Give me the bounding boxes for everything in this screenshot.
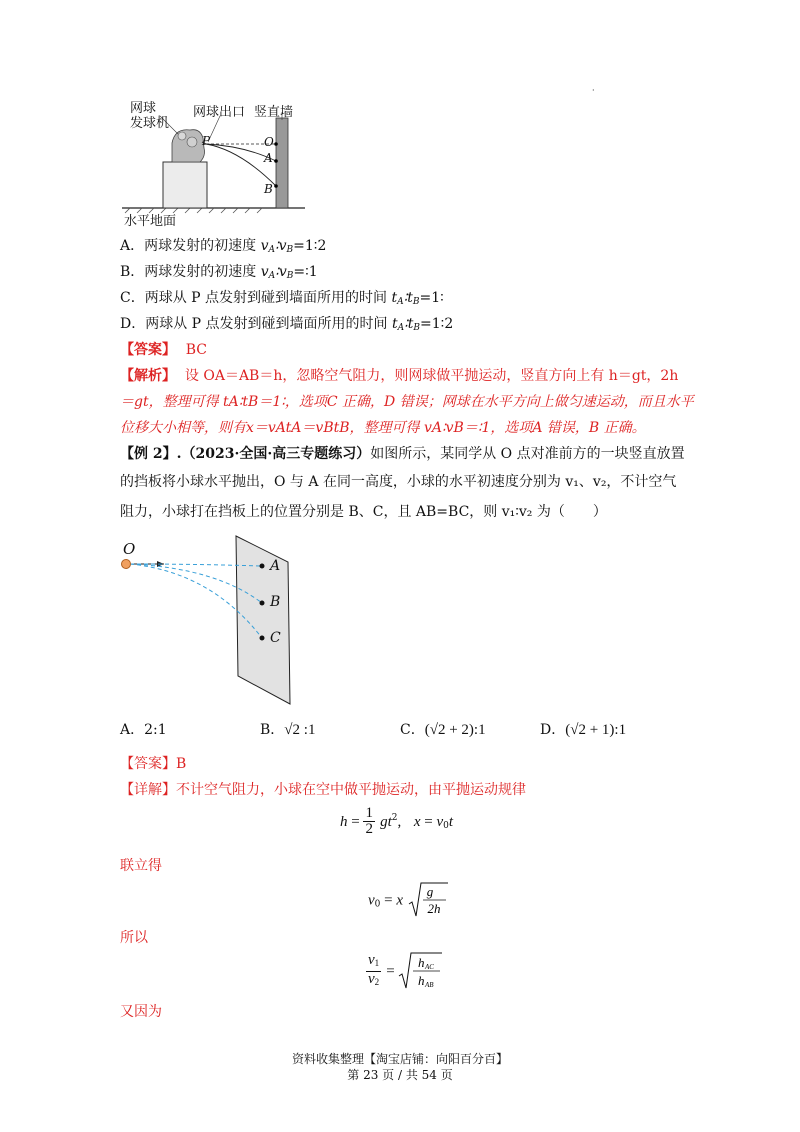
q1-option-b: B．两球发射的初速度 $v_A∶v_B=∶1$ [120, 264, 318, 281]
sqrt-sign-2 [398, 950, 442, 992]
stray-dot: · [592, 86, 595, 95]
joint-label: 联立得 [120, 858, 162, 874]
label-point-p: P [202, 134, 211, 148]
label-point-b: B [264, 182, 273, 196]
svg-text:h: h [418, 973, 425, 988]
equation-1: h = $\frac{1}{2}$ $gt^2$, $x = v_0t$ [340, 805, 454, 837]
ex2-option-c: C．(√2 + 2):1 [400, 722, 486, 738]
label-point-a: A [264, 151, 273, 165]
svg-text:h: h [418, 955, 425, 970]
fig2-label-c: C [270, 630, 281, 646]
svg-text:2h: 2h [427, 901, 441, 916]
fig2-label-a: A [270, 558, 281, 574]
ex2-option-a: A．2:1 [120, 722, 167, 738]
label-point-o: O [264, 135, 274, 149]
label-launcher-line2: 发球机 [130, 116, 170, 131]
footer-page-number: 第 23 页 / 共 54 页 [347, 1068, 453, 1082]
label-launcher-line1: 网球 [130, 101, 157, 116]
ex2-line1: 【例 2】.（2023·全国·高三专题练习）如图所示，某同学从 O 点对准前方的一块竖直放置 [120, 446, 685, 462]
equation-3: $\frac{v_1}{v_2}$ = h AC h AB [366, 950, 442, 992]
fig2-label-b: B [270, 594, 281, 610]
ex2-answer: 【答案】B [120, 756, 187, 772]
ex2-detail: 【详解】不计空气阻力，小球在空中做平抛运动，由平抛运动规律 [120, 782, 526, 798]
label-outlet: 网球出口 [193, 105, 246, 120]
q1-analysis-line1: 【解析】 设 OA＝AB＝h，忽略空气阻力，则网球做平抛运动，竖直方向上有 h＝gt，2h [120, 368, 679, 384]
q1-option-c: C．两球从 P 点发射到碰到墙面所用的时间 $t_A∶t_B=1∶$ [120, 290, 444, 307]
ex2-line3: 阻力，小球打在挡板上的位置分别是 B、C，且 AB=BC，则 v₁∶v₂ 为（ ） [120, 504, 607, 520]
svg-text:AC: AC [425, 963, 435, 971]
so-label: 所以 [120, 930, 148, 946]
q1-answer: 【答案】 BC [120, 342, 208, 358]
fig2-label-o: O [123, 540, 136, 558]
q1-analysis-line3: 位移大小相等，则有x＝vAtA＝vBtB，整理可得 vA∶vB＝∶1，选项A 错误，B 正确。 [120, 420, 646, 436]
label-launcher [130, 101, 169, 131]
q1-option-d: D．两球从 P 点发射到碰到墙面所用的时间 $t_A∶t_B=1∶2$ [120, 316, 454, 333]
ex2-line2: 的挡板将小球水平抛出，O 与 A 在同一高度，小球的水平初速度分别为 v₁、v₂，不计空气 [120, 474, 677, 490]
q1-option-a: A．两球发射的初速度 $v_A∶v_B=1∶2$ [120, 238, 327, 255]
equation-2: $v_0 = x$ g 2h [368, 880, 448, 920]
svg-text:g: g [426, 884, 434, 899]
footer-source: 资料收集整理【淘宝店铺：向阳百分百】 [291, 1052, 508, 1066]
ex2-option-b: B．√2 :1 [260, 722, 316, 738]
sqrt-sign [408, 880, 448, 920]
label-ground: 水平地面 [124, 214, 177, 229]
svg-text:AB: AB [425, 981, 435, 989]
q1-analysis-line2: ＝gt，整理可得 tA∶tB＝1∶，选项C 正确，D 错误；网球在水平方向上做匀速运动，而且水平 [120, 394, 694, 410]
label-wall: 竖直墙 [254, 105, 294, 120]
also-label: 又因为 [120, 1004, 162, 1020]
ex2-option-d: D．(√2 + 1):1 [540, 722, 627, 738]
